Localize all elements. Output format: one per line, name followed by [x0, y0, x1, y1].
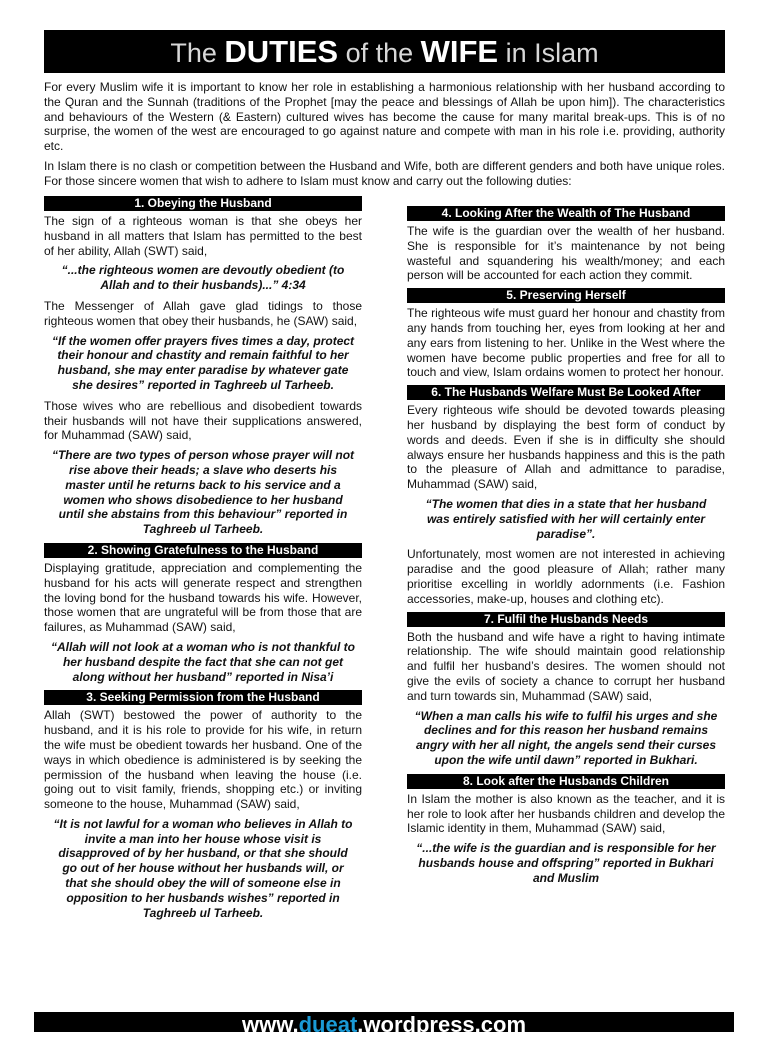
hadith-quote: “When a man calls his wife to fulfil his urges and she declines and for this reason her husband remains angry with her all night, the angels send their curses upon the wife until dawn” reported in Bukhari.: [414, 708, 718, 767]
section-heading: 7. Fulfil the Husbands Needs: [407, 612, 725, 627]
section-text: Unfortunately, most women are not interested in achieving paradise and the good pleasure of Allah; rather many prioritise excelling in worldly adornments (i.e. Fashion accessories, make-up, houses and clothing etc).: [407, 547, 725, 606]
footer-url-suffix: .wordpress.com: [357, 1012, 527, 1037]
hadith-quote: “If the women offer prayers fives times a day, protect their honour and chastity and remain faithful to her husband, she may enter paradise by whatever gate she desires” reported in Taghreeb ul Tarheeb.: [51, 333, 355, 392]
page-title: [44, 30, 725, 73]
title-part-1: The: [170, 38, 225, 68]
section-text: In Islam the mother is also known as the teacher, and it is her role to look after her husbands children and develop the Islamic identity in them, Muhammad (SAW) said,: [407, 791, 725, 836]
hadith-quote: “Allah will not look at a woman who is not thankful to her husband despite the fact that she can not get along without her husband” reported in Nisa’i: [50, 639, 355, 684]
section-heading: 4. Looking After the Wealth of The Husband: [407, 206, 725, 221]
section-heading: 6. The Husbands Welfare Must Be Looked After: [407, 385, 725, 400]
hadith-quote: “There are two types of person whose prayer will not rise above their heads; a slave who deserts his master until he returns back to his service and a women who shows disobedience to her husband until she abstains from this behaviour” reported in Taghreeb ul Tarheeb.: [51, 448, 355, 537]
footer-url-prefix: www.: [241, 1012, 299, 1037]
hadith-quote: “The women that dies in a state that her husband was entirely satisfied with her will certainly enter paradise”.: [425, 496, 707, 541]
section-heading: 8. Look after the Husbands Children: [407, 774, 725, 789]
section-text: The sign of a righteous woman is that she obeys her husband in all matters that Islam has permitted to the best of her ability, Allah (SWT) said,: [44, 214, 362, 258]
website-footer[interactable]: [34, 1012, 734, 1037]
intro-paragraph: In Islam there is no clash or competition between the Husband and Wife, both are different genders and both have unique roles. For those sincere women that wish to adhere to Islam must know and carry out the following duties:: [44, 158, 725, 188]
section-heading: 2. Showing Gratefulness to the Husband: [44, 543, 362, 558]
section-heading: 5. Preserving Herself: [407, 288, 725, 303]
section-text: Allah (SWT) bestowed the power of authority to the husband, and it is his role to provide for his wife, in return the wife must be obedient towards her husband. One of the ways in which obedience is administered is by seeking the permission of the husband when leaving the house (i.e. going out to visit family, friends, shopping etc.) or inviting someone to the house, Muhammad (SAW) said,: [44, 708, 362, 812]
hadith-quote: “...the righteous women are devoutly obedient (to Allah and to their husbands)...” 4:34: [61, 263, 345, 293]
footer-url-accent: dueat: [298, 1012, 358, 1037]
section-text: Every righteous wife should be devoted towards pleasing her husband by displaying the best form of conduct by words and deeds. Even if she is in difficulty she should always ensure her husbands happiness and this is the path to the pleasure of Allah and admittance to paradise, Muhammad (SAW) said,: [407, 403, 725, 492]
section-text: Displaying gratitude, appreciation and complementing the husband for his acts will generate respect and strengthen the loving bond for the husband towards his wife. However, those women that are ungrateful will be from those that are failures, as Muhammad (SAW) said,: [44, 560, 362, 635]
left-column: [44, 196, 362, 926]
title-part-2: DUTIES: [224, 34, 339, 69]
title-part-3: of the: [338, 38, 421, 68]
right-column: [407, 206, 725, 891]
section-text: Those wives who are rebellious and disobedient towards their husbands will not have their supplications answered, for Muhammad (SAW) said,: [44, 398, 362, 443]
section-heading: 1. Obeying the Husband: [44, 196, 362, 211]
intro-paragraph: For every Muslim wife it is important to know her role in establishing a harmonious relationship with her husband according to the Quran and the Sunnah (traditions of the Prophet [may the peace and blessings of Allah be upon him]). The characteristics and behaviours of the Western (& Eastern) cultured wives has become the cause for many marital break-ups. This is of no surprise, the women of the west are encouraged to go against nature and compete with man in his role i.e. providing, authority etc.: [44, 80, 725, 154]
hadith-quote: “It is not lawful for a woman who believes in Allah to invite a man into her house whose visit is disapproved of by her husband, or that she should go out of her house without her husbands will, or that she should obey the will of someone else in opposition to her husbands wishes” reported in Taghreeb ul Tarheeb.: [53, 816, 353, 920]
section-text: The Messenger of Allah gave glad tidings to those righteous women that obey their husbands, he (SAW) said,: [44, 298, 362, 328]
section-text: The righteous wife must guard her honour and chastity from any hands from touching her, eyes from looking at her and any ears from listening to her. Unlike in the West where the women have become public properties and free for all to touch and view, Islam ordains women to protect her honour.: [407, 306, 725, 380]
section-heading: 3. Seeking Permission from the Husband: [44, 690, 362, 705]
title-part-4: WIFE: [420, 34, 499, 69]
hadith-quote: “...the wife is the guardian and is responsible for her husbands house and offspring” reported in Bukhari and Muslim: [416, 841, 716, 885]
title-part-5: in Islam: [498, 38, 599, 68]
intro: [44, 80, 725, 194]
section-text: Both the husband and wife have a right to having intimate relationship. The wife should maintain good relationship and fulfil her husband’s desires. The women should not give the evils of society a chance to corrupt her husband and turn towards sin, Muhammad (SAW) said,: [407, 629, 725, 703]
section-text: The wife is the guardian over the wealth of her husband. She is responsible for it’s maintenance by not being wasteful and squandering his wealth/money; and each person will be accounted for each action they commit.: [407, 224, 725, 283]
